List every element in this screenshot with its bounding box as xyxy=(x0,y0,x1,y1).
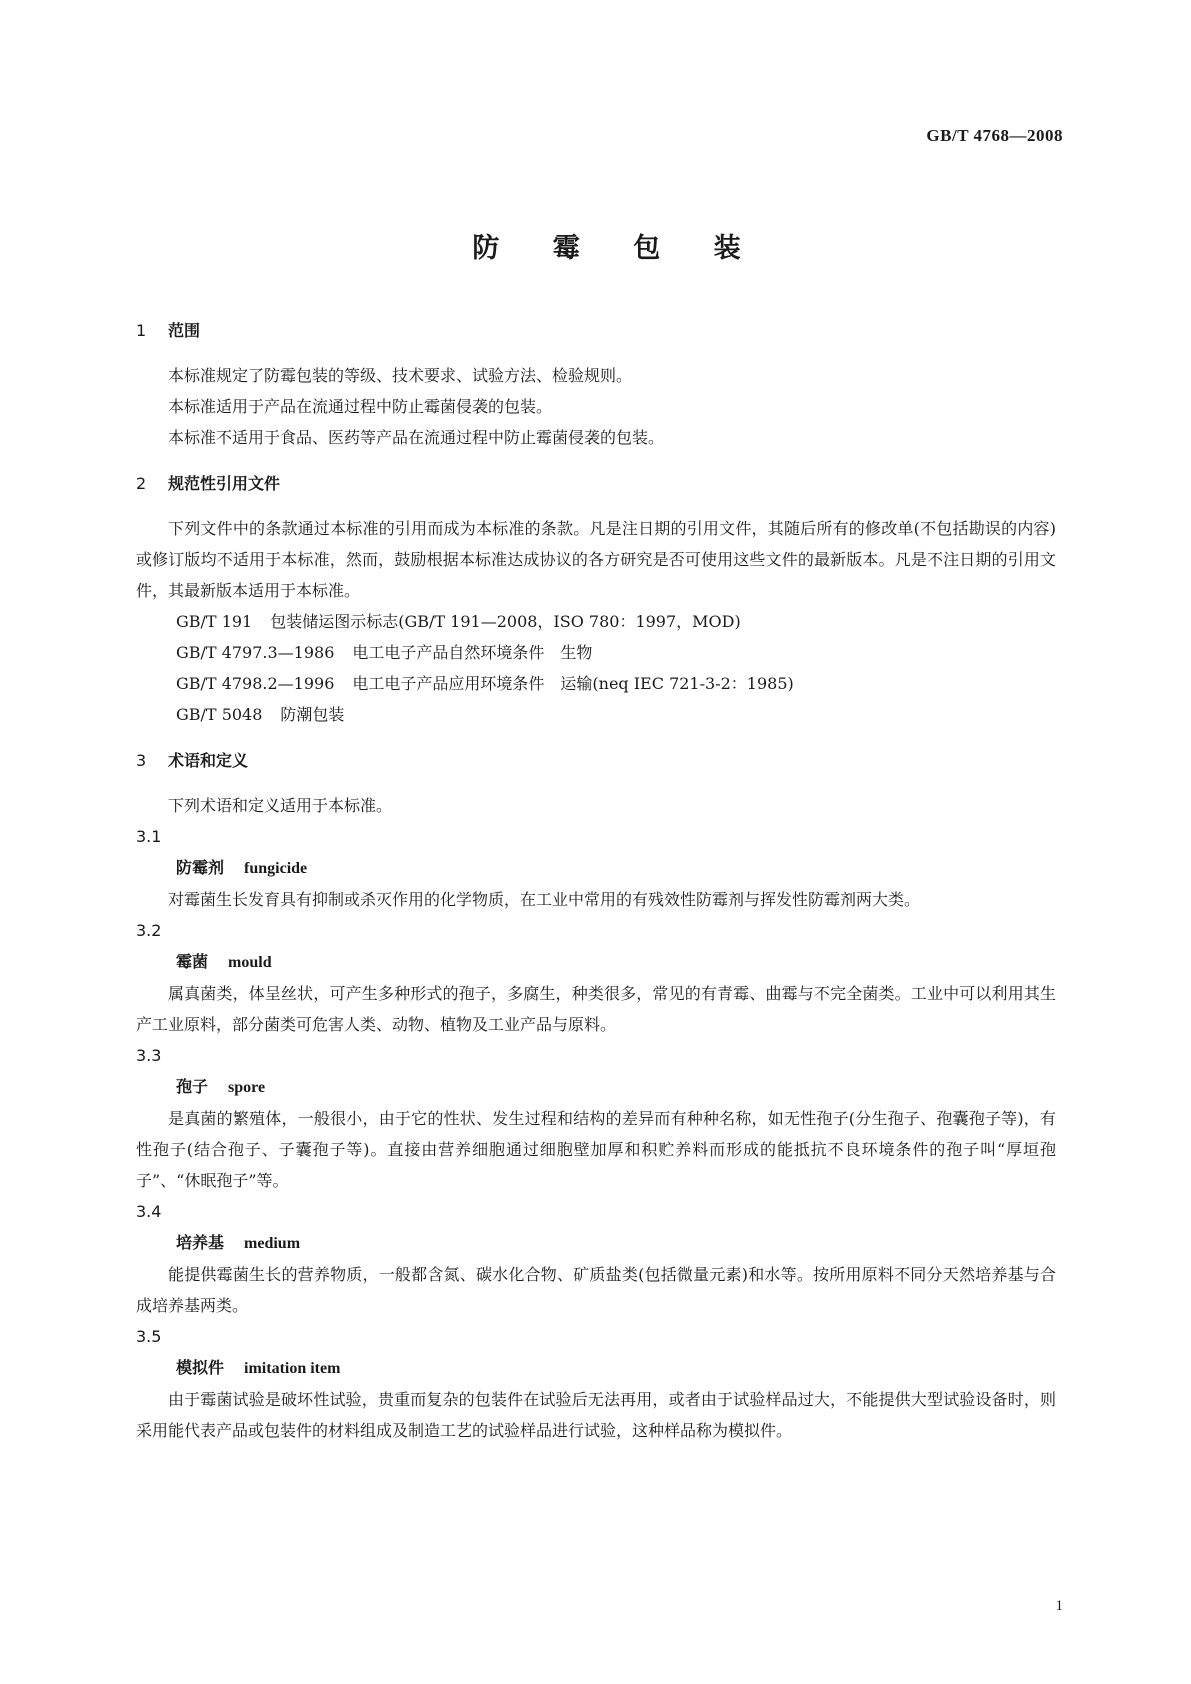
term-definition: 能提供霉菌生长的营养物质，一般都含氮、碳水化合物、矿质盐类(包括微量元素)和水等。按所用原料不同分天然培养基与合成培养基两类。 xyxy=(136,1265,1056,1315)
reference-title: 电工电子产品应用环境条件 运输(neq IEC 721-3-2：1985) xyxy=(352,674,794,693)
term-name xyxy=(136,1227,1056,1259)
paragraph: 下列文件中的条款通过本标准的引用而成为本标准的条款。凡是注日期的引用文件，其随后所有的修改单(不包括勘误的内容)或修订版均不适用于本标准，然而，鼓励根据本标准达成协议的各方研究是否可使用这些文件的最新版本。凡是不注日期的引用文件，其最新版本适用于本标准。 xyxy=(136,519,1056,600)
reference-code: GB/T 4798.2—1996 xyxy=(176,674,335,693)
section-2-heading xyxy=(136,471,1056,497)
term-name xyxy=(136,852,1056,884)
term-english: spore xyxy=(228,1079,266,1096)
term-number: 3.5 xyxy=(136,1327,162,1346)
section-number: 3 xyxy=(136,751,147,770)
term-number: 3.2 xyxy=(136,921,162,940)
reference-code: GB/T 5048 xyxy=(176,705,263,724)
term-number: 3.3 xyxy=(136,1046,162,1065)
term-chinese: 模拟件 xyxy=(176,1358,225,1377)
term-name xyxy=(136,1352,1056,1384)
section-title: 范围 xyxy=(168,321,201,340)
section-title: 术语和定义 xyxy=(168,751,249,770)
paragraph: 本标准适用于产品在流通过程中防止霉菌侵袭的包装。 xyxy=(168,397,553,416)
section-number: 1 xyxy=(136,321,147,340)
term-chinese: 孢子 xyxy=(176,1077,209,1096)
reference-item xyxy=(136,606,1056,637)
term-number: 3.4 xyxy=(136,1202,162,1221)
term-name xyxy=(136,946,1056,978)
paragraph: 下列术语和定义适用于本标准。 xyxy=(168,796,393,815)
section-title: 规范性引用文件 xyxy=(168,474,281,493)
term-number: 3.1 xyxy=(136,827,162,846)
document-body xyxy=(136,318,1056,1446)
term-chinese: 防霉剂 xyxy=(176,858,225,877)
section-3-heading xyxy=(136,748,1056,774)
reference-title: 电工电子产品自然环境条件 生物 xyxy=(352,643,593,662)
term-definition: 由于霉菌试验是破坏性试验，贵重而复杂的包装件在试验后无法再用，或者由于试验样品过大，不能提供大型试验设备时，则采用能代表产品或包装件的材料组成及制造工艺的试验样品进行试验，这种样品称为模拟件。 xyxy=(136,1390,1056,1440)
paragraph: 本标准规定了防霉包装的等级、技术要求、试验方法、检验规则。 xyxy=(168,366,633,385)
section-1-heading xyxy=(136,318,1056,344)
page-number: 1 xyxy=(1055,1598,1063,1614)
section-number: 2 xyxy=(136,474,147,493)
term-definition: 是真菌的繁殖体，一般很小，由于它的性状、发生过程和结构的差异而有种种名称，如无性孢子(分生孢子、孢囊孢子等)，有性孢子(结合孢子、子囊孢子等)。直接由营养细胞通过细胞壁加厚和积贮养料而形成的能抵抗不良环境条件的孢子叫“厚垣孢子”、“休眠孢子”等。 xyxy=(136,1109,1056,1190)
reference-code: GB/T 191 xyxy=(176,612,253,631)
reference-title: 包装储运图示标志(GB/T 191—2008，ISO 780：1997，MOD) xyxy=(270,612,741,631)
term-chinese: 培养基 xyxy=(176,1233,225,1252)
page-title: 防 霉 包 装 xyxy=(472,233,763,264)
paragraph: 本标准不适用于食品、医药等产品在流通过程中防止霉菌侵袭的包装。 xyxy=(168,428,665,447)
reference-item xyxy=(136,637,1056,668)
term-english: imitation item xyxy=(244,1360,341,1377)
term-chinese: 霉菌 xyxy=(176,952,209,971)
term-definition: 对霉菌生长发育具有抑制或杀灭作用的化学物质，在工业中常用的有残效性防霉剂与挥发性防霉剂两大类。 xyxy=(168,890,921,909)
standard-code: GB/T 4768—2008 xyxy=(926,126,1063,145)
reference-title: 防潮包装 xyxy=(280,705,345,724)
term-name xyxy=(136,1071,1056,1103)
reference-item xyxy=(136,699,1056,730)
term-definition: 属真菌类，体呈丝状，可产生多种形式的孢子，多腐生，种类很多，常见的有青霉、曲霉与不完全菌类。工业中可以利用其生产工业原料，部分菌类可危害人类、动物、植物及工业产品与原料。 xyxy=(136,984,1056,1034)
reference-code: GB/T 4797.3—1986 xyxy=(176,643,335,662)
term-english: fungicide xyxy=(244,860,308,877)
term-english: medium xyxy=(244,1235,301,1252)
term-english: mould xyxy=(228,954,272,971)
reference-item xyxy=(136,668,1056,699)
